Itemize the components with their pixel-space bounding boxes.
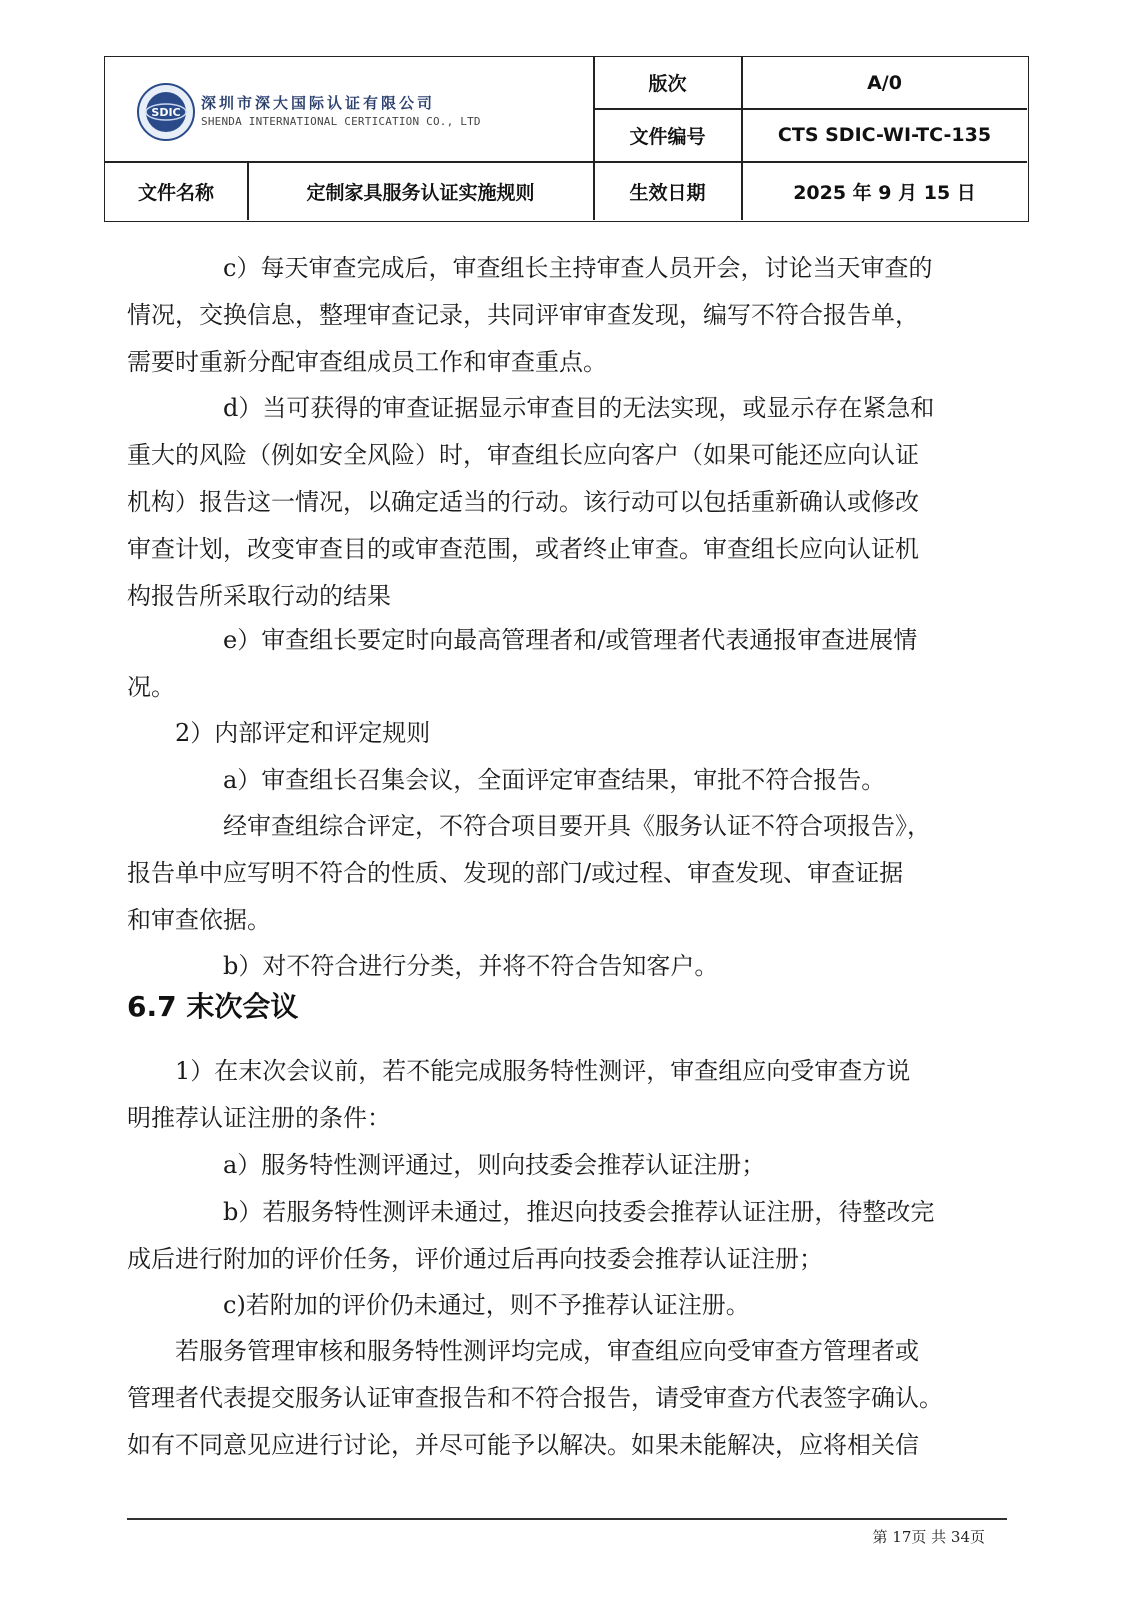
doc-name-value: 定制家具服务认证实施规则 xyxy=(306,181,535,204)
text-line: b）对不符合进行分类，并将不符合告知客户。 xyxy=(223,952,719,980)
text-line: b）若服务特性测评未通过，推迟向技委会推荐认证注册，待整改完 xyxy=(223,1198,935,1226)
paragraph-1-final xyxy=(127,1048,1007,1142)
paragraph-internal-review xyxy=(127,710,1007,757)
text-line: 1）在末次会议前，若不能完成服务特性测评，审查组应向受审查方说 xyxy=(175,1057,911,1085)
text-line: 机构）报告这一情况，以确定适当的行动。该行动可以包括重新确认或修改 xyxy=(127,488,919,516)
effective-date-label: 生效日期 xyxy=(629,181,706,204)
paragraph-b-fail xyxy=(127,1189,1007,1283)
footer-divider xyxy=(127,1518,1007,1520)
text-line: 经审查组综合评定，不符合项目要开具《服务认证不符合项报告》， xyxy=(223,812,931,840)
text-line: 情况，交换信息，整理审查记录，共同评审审查发现，编写不符合报告单， xyxy=(127,301,919,329)
section-title: 6.7 末次会议 xyxy=(127,990,299,1023)
text-line: d）当可获得的审查证据显示审查目的无法实现，或显示存在紧急和 xyxy=(223,394,935,422)
text-line: 如有不同意见应进行讨论，并尽可能予以解决。如果未能解决，应将相关信 xyxy=(127,1431,919,1459)
effective-date-value: 2025 年 9 月 15 日 xyxy=(793,181,976,204)
text-line: 2）内部评定和评定规则 xyxy=(175,719,431,747)
text-line: 审查计划，改变审查目的或审查范围，或者终止审查。审查组长应向认证机 xyxy=(127,535,919,563)
paragraph-c xyxy=(127,245,1007,386)
text-line: 构报告所采取行动的结果 xyxy=(127,582,391,610)
text-line: 管理者代表提交服务认证审查报告和不符合报告，请受审查方代表签字确认。 xyxy=(127,1384,943,1412)
company-logo-icon xyxy=(136,82,196,142)
edition-value: A/0 xyxy=(867,71,902,94)
text-line: 若服务管理审核和服务特性测评均完成，审查组应向受审查方管理者或 xyxy=(175,1337,919,1365)
text-line: a）审查组长召集会议，全面评定审查结果，审批不符合报告。 xyxy=(223,766,886,794)
paragraph-e xyxy=(127,617,1007,711)
paragraph-a-pass xyxy=(127,1142,1007,1189)
text-line: 明推荐认证注册的条件： xyxy=(127,1104,391,1132)
text-line: 需要时重新分配审查组成员工作和审查重点。 xyxy=(127,348,607,376)
paragraph-a-meeting xyxy=(127,757,1007,804)
edition-label: 版次 xyxy=(648,73,687,95)
text-line: 成后进行附加的评价任务，评价通过后再向技委会推荐认证注册； xyxy=(127,1245,823,1273)
text-line: 和审查依据。 xyxy=(127,906,271,934)
paragraph-c-not-recommend xyxy=(127,1282,1007,1329)
text-line: 况。 xyxy=(127,673,175,701)
paragraph-d xyxy=(127,385,1007,620)
logo-lettering: SDIC xyxy=(151,106,181,119)
page-number: 第 17页 共 34页 xyxy=(872,1528,985,1546)
paragraph-nonconformity-report xyxy=(127,803,1007,944)
text-line: a）服务特性测评通过，则向技委会推荐认证注册； xyxy=(223,1151,766,1179)
paragraph-b-classify xyxy=(127,943,1007,990)
document-header-table xyxy=(104,56,1029,222)
text-line: 重大的风险（例如安全风险）时，审查组长应向客户（如果可能还应向认证 xyxy=(127,441,919,469)
company-name-cn: 深圳市深大国际认证有限公司 xyxy=(201,94,436,112)
company-logo-block xyxy=(105,57,608,165)
text-line: c）每天审查完成后，审查组长主持审查人员开会，讨论当天审查的 xyxy=(223,254,933,282)
doc-name-label: 文件名称 xyxy=(137,181,214,204)
text-line: 报告单中应写明不符合的性质、发现的部门/或过程、审查发现、审查证据 xyxy=(127,859,904,887)
text-line: c)若附加的评价仍未通过，则不予推荐认证注册。 xyxy=(223,1291,750,1319)
paragraph-submit-report xyxy=(127,1328,1007,1469)
doc-number-value: CTS SDIC-WI-TC-135 xyxy=(777,124,992,146)
text-line: e）审查组长要定时向最高管理者和/或管理者代表通报审查进展情 xyxy=(223,626,918,654)
company-name-en: SHENDA INTERNATIONAL CERTICATION CO., LTD xyxy=(201,115,481,128)
doc-number-label: 文件编号 xyxy=(629,125,706,148)
